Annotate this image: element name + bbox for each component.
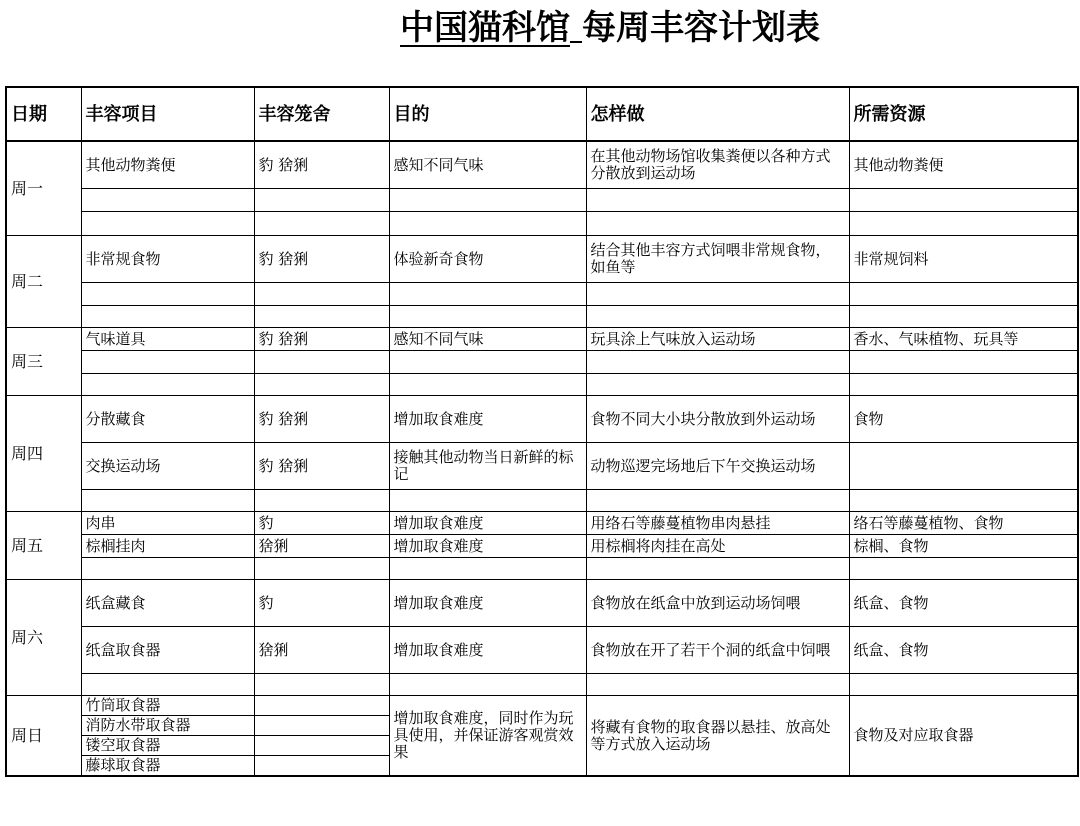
cell-enclosure: [254, 736, 389, 756]
table-row-empty: [6, 283, 1078, 306]
cell-method: 玩具涂上气味放入运动场: [586, 328, 849, 351]
table-row-empty: [6, 189, 1078, 212]
cell-item: 非常规食物: [81, 236, 254, 283]
cell-method: 食物放在开了若干个洞的纸盒中饲喂: [586, 627, 849, 674]
header-item: 丰容项目: [81, 87, 254, 141]
cell-purpose: 增加取食难度: [389, 512, 586, 535]
day-cell-thu: 周四: [6, 396, 81, 512]
day-cell-sun: 周日: [6, 696, 81, 777]
cell-method: 用络石等藤蔓植物串肉悬挂: [586, 512, 849, 535]
header-row: [6, 87, 1078, 141]
table-row: [6, 627, 1078, 674]
cell-resources: [849, 443, 1078, 490]
cell-enclosure: 豹: [254, 580, 389, 627]
title-sub: 每周丰容计划表: [582, 8, 820, 48]
cell-enclosure: 豹 猞猁: [254, 396, 389, 443]
cell-enclosure: 豹 猞猁: [254, 141, 389, 189]
cell-method: 用棕榈将肉挂在高处: [586, 535, 849, 558]
cell-resources: 棕榈、食物: [849, 535, 1078, 558]
cell-purpose: 增加取食难度，同时作为玩具使用，并保证游客观赏效果: [389, 696, 586, 777]
cell-enclosure: 豹 猞猁: [254, 328, 389, 351]
cell-resources: 食物及对应取食器: [849, 696, 1078, 777]
cell-method: 食物不同大小块分散放到外运动场: [586, 396, 849, 443]
page-title: [400, 6, 900, 50]
cell-enclosure: 豹 猞猁: [254, 443, 389, 490]
table-row-empty: [6, 490, 1078, 512]
cell-purpose: 增加取食难度: [389, 535, 586, 558]
table-row: [6, 328, 1078, 351]
cell-method: 在其他动物场馆收集粪便以各种方式分散放到运动场: [586, 141, 849, 189]
cell-item: 交换运动场: [81, 443, 254, 490]
cell-resources: 络石等藤蔓植物、食物: [849, 512, 1078, 535]
day-cell-sat: 周六: [6, 580, 81, 696]
cell-enclosure: [254, 696, 389, 716]
title-underline-gap: [570, 9, 582, 43]
header-method: 怎样做: [586, 87, 849, 141]
table-row: [6, 696, 1078, 716]
header-date: 日期: [6, 87, 81, 141]
cell-resources: 纸盒、食物: [849, 627, 1078, 674]
cell-resources: 非常规饲料: [849, 236, 1078, 283]
day-cell-tue: 周二: [6, 236, 81, 328]
cell-resources: 纸盒、食物: [849, 580, 1078, 627]
cell-item: 纸盒取食器: [81, 627, 254, 674]
header-purpose: 目的: [389, 87, 586, 141]
cell-resources: 食物: [849, 396, 1078, 443]
cell-enclosure: 猞猁: [254, 627, 389, 674]
table-row-empty: [6, 674, 1078, 696]
cell-item: 镂空取食器: [81, 736, 254, 756]
cell-purpose: 感知不同气味: [389, 328, 586, 351]
header-enclosure: 丰容笼舍: [254, 87, 389, 141]
cell-purpose: 接触其他动物当日新鲜的标记: [389, 443, 586, 490]
cell-enclosure: 猞猁: [254, 535, 389, 558]
cell-enclosure: [254, 716, 389, 736]
cell-purpose: 增加取食难度: [389, 396, 586, 443]
cell-purpose: 增加取食难度: [389, 580, 586, 627]
cell-enclosure: 豹 猞猁: [254, 236, 389, 283]
cell-resources: 其他动物粪便: [849, 141, 1078, 189]
cell-purpose: 体验新奇食物: [389, 236, 586, 283]
cell-item: 竹筒取食器: [81, 696, 254, 716]
table-row: [6, 512, 1078, 535]
cell-purpose: 感知不同气味: [389, 141, 586, 189]
cell-item: 肉串: [81, 512, 254, 535]
title-main: 中国猫科馆: [400, 8, 570, 48]
table-row: [6, 396, 1078, 443]
cell-item: 分散藏食: [81, 396, 254, 443]
table-row: [6, 580, 1078, 627]
cell-enclosure: 豹: [254, 512, 389, 535]
cell-item: 纸盒藏食: [81, 580, 254, 627]
cell-item: 棕榈挂肉: [81, 535, 254, 558]
cell-purpose: 增加取食难度: [389, 627, 586, 674]
cell-item: 藤球取食器: [81, 756, 254, 777]
table-row: [6, 236, 1078, 283]
table-row: [6, 443, 1078, 490]
day-cell-mon: 周一: [6, 141, 81, 236]
header-resources: 所需资源: [849, 87, 1078, 141]
table-row: [6, 535, 1078, 558]
cell-item: 消防水带取食器: [81, 716, 254, 736]
table-row-empty: [6, 351, 1078, 374]
cell-item: 气味道具: [81, 328, 254, 351]
cell-enclosure: [254, 756, 389, 777]
cell-method: 将藏有食物的取食器以悬挂、放高处等方式放入运动场: [586, 696, 849, 777]
table-row-empty: [6, 212, 1078, 236]
table-row-empty: [6, 558, 1078, 580]
weekly-enrichment-table: [5, 86, 1079, 777]
cell-method: 动物巡逻完场地后下午交换运动场: [586, 443, 849, 490]
day-cell-fri: 周五: [6, 512, 81, 580]
cell-resources: 香水、气味植物、玩具等: [849, 328, 1078, 351]
table-row-empty: [6, 306, 1078, 328]
cell-item: 其他动物粪便: [81, 141, 254, 189]
cell-method: 食物放在纸盒中放到运动场饲喂: [586, 580, 849, 627]
cell-method: 结合其他丰容方式饲喂非常规食物，如鱼等: [586, 236, 849, 283]
table-row-empty: [6, 374, 1078, 396]
table-row: [6, 141, 1078, 189]
day-cell-wed: 周三: [6, 328, 81, 396]
